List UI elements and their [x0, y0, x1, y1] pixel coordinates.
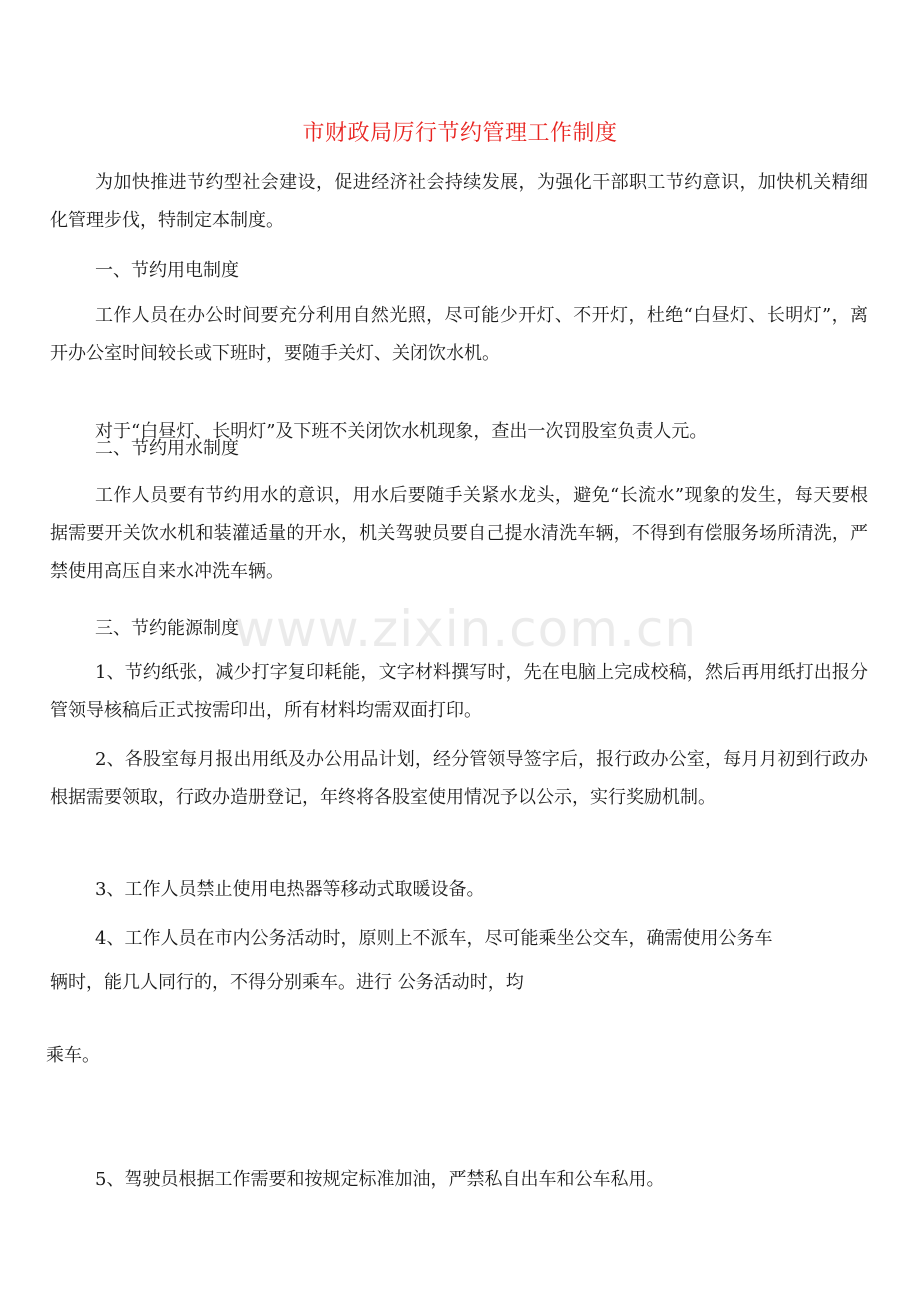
section-3-item-3: 3、工作人员禁止使用电热器等移动式取暖设备。	[95, 879, 485, 900]
document-title: 市财政局厉行节约管理工作制度	[302, 121, 618, 146]
section-1-paragraph-1: 工作人员在办公时间要充分利用自然光照，尽可能少开灯、不开灯，杜绝“白昼灯、长明灯”，离开办公室时间较长或下班时，要随手关灯、关闭饮水机。	[50, 305, 868, 364]
section-3-item-5: 5、驾驶员根据工作需要和按规定标准加油，严禁私自出车和公车私用。	[95, 1169, 665, 1190]
section-3-item-2: 2、各股室每月报出用纸及办公用品计划，经分管领导签字后，报行政办公室，每月月初到行政办根据需要领取，行政办造册登记，年终将各股室使用情况予以公示，实行奖励机制。	[50, 749, 868, 808]
section-3-item-4-line-2: 辆时，能几人同行的，不得分别乘车。进行 公务活动时，均	[50, 972, 524, 993]
section-1-paragraph-2: 对于“白昼灯、长明灯”及下班不关闭饮水机现象，查出一次罚股室负责人元。	[95, 421, 708, 442]
section-3-heading: 三、节约能源制度	[95, 618, 239, 639]
section-2-paragraph-1: 工作人员要有节约用水的意识，用水后要随手关紧水龙头，避免“长流水”现象的发生，每天要根据需要开关饮水机和装灌适量的开水，机关驾驶员要自己提水清洗车辆，不得到有偿服务场所清洗，严禁使用高压自来水冲洗车辆。	[50, 485, 868, 582]
section-3-item-1: 1、节约纸张，减少打字复印耗能，文字材料撰写时，先在电脑上完成校稿，然后再用纸打出报分管领导核稿后正式按需印出，所有材料均需双面打印。	[50, 662, 868, 721]
section-3-item-4-line-3: 乘车。	[46, 1045, 100, 1066]
watermark: www.zixin.com.cn	[234, 600, 698, 658]
section-3-item-4-line-1: 4、工作人员在市内公务活动时，原则上不派车，尽可能乘坐公交车，确需使用公务车	[95, 928, 773, 949]
section-2-heading: 二、节约用水制度	[95, 438, 239, 459]
intro-paragraph: 为加快推进节约型社会建设，促进经济社会持续发展，为强化干部职工节约意识，加快机关精细化管理步伐，特制定本制度。	[50, 172, 868, 231]
section-1-heading: 一、节约用电制度	[95, 260, 239, 281]
